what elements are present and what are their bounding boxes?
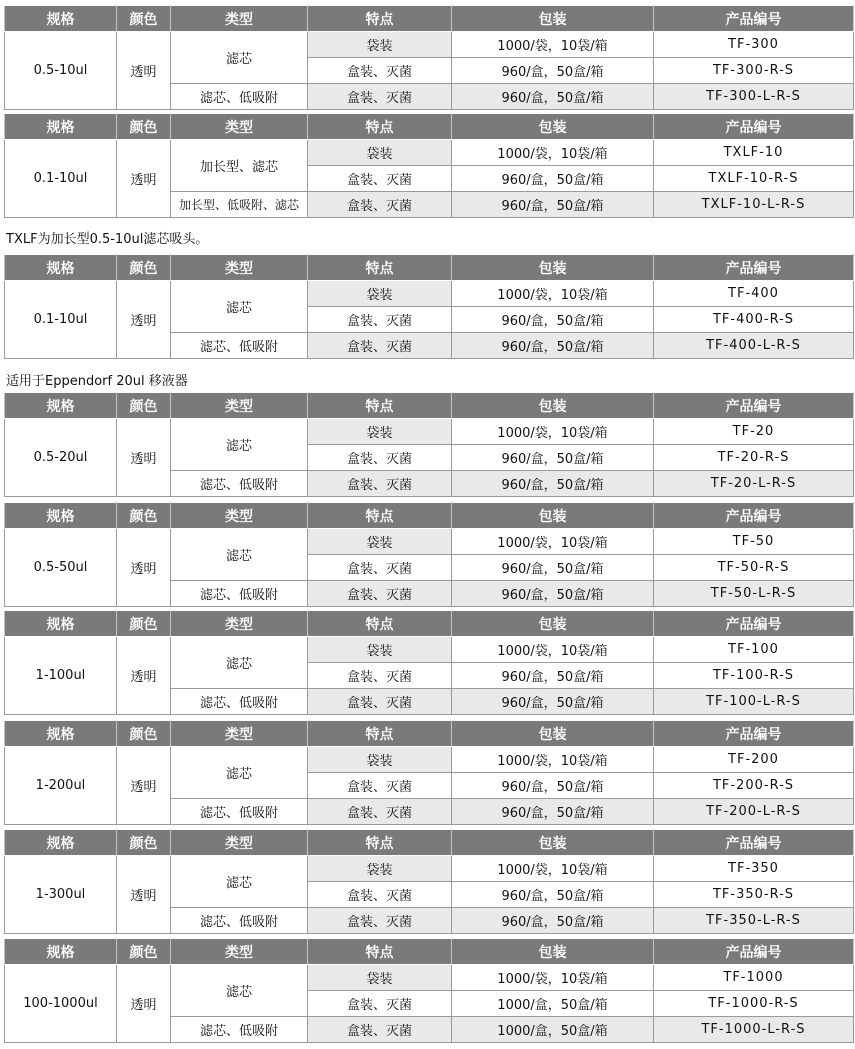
header-code: 产品编号	[654, 721, 854, 747]
spec-cell: 100-1000ul	[5, 965, 117, 1043]
table-header-row	[5, 939, 854, 965]
header-spec: 规格	[5, 6, 117, 32]
table-header-row	[5, 255, 854, 281]
color-cell: 透明	[117, 529, 171, 607]
packing-cell: 960/盒，50盒/箱	[452, 581, 654, 607]
packing-cell: 960/盒，50盒/箱	[452, 773, 654, 799]
note-txlf: TXLF为加长型0.5-10ul滤芯吸头。	[6, 232, 209, 247]
table-row	[5, 529, 854, 555]
header-feature: 特点	[308, 503, 452, 529]
code-cell: TF-350-R-S	[654, 882, 854, 908]
packing-cell: 960/盒，50盒/箱	[452, 307, 654, 333]
spec-table-2	[4, 113, 854, 218]
code-cell: TF-400	[654, 281, 854, 307]
code-cell: TF-1000-R-S	[654, 991, 854, 1017]
header-packing: 包装	[452, 114, 654, 140]
table-header-row	[5, 114, 854, 140]
code-cell: TF-200	[654, 747, 854, 773]
header-feature: 特点	[308, 255, 452, 281]
code-cell: TF-1000-L-R-S	[654, 1017, 854, 1043]
code-cell: TF-300	[654, 32, 854, 58]
type-cell: 滤芯、低吸附	[171, 799, 308, 825]
color-cell: 透明	[117, 140, 171, 218]
code-cell: TF-400-L-R-S	[654, 333, 854, 359]
header-color: 颜色	[117, 255, 171, 281]
header-color: 颜色	[117, 114, 171, 140]
spec-cell: 0.5-20ul	[5, 419, 117, 497]
feature-cell: 盒装、灭菌	[308, 445, 452, 471]
packing-cell: 1000/袋，10袋/箱	[452, 281, 654, 307]
feature-cell: 盒装、灭菌	[308, 555, 452, 581]
code-cell: TF-50-L-R-S	[654, 581, 854, 607]
header-feature: 特点	[308, 393, 452, 419]
feature-cell: 盒装、灭菌	[308, 908, 452, 934]
header-type: 类型	[171, 6, 308, 32]
color-cell: 透明	[117, 32, 171, 110]
header-color: 颜色	[117, 939, 171, 965]
packing-cell: 960/盒，50盒/箱	[452, 445, 654, 471]
table-row	[5, 32, 854, 58]
packing-cell: 960/盒，50盒/箱	[452, 882, 654, 908]
code-cell: TF-200-R-S	[654, 773, 854, 799]
header-spec: 规格	[5, 255, 117, 281]
header-feature: 特点	[308, 114, 452, 140]
packing-cell: 1000/袋，10袋/箱	[452, 965, 654, 991]
header-spec: 规格	[5, 939, 117, 965]
code-cell: TF-300-R-S	[654, 58, 854, 84]
type-cell: 滤芯、低吸附	[171, 689, 308, 715]
feature-cell: 袋装	[308, 856, 452, 882]
type-cell: 加长型、低吸附、滤芯	[171, 192, 308, 218]
feature-cell: 盒装、灭菌	[308, 581, 452, 607]
feature-cell: 盒装、灭菌	[308, 166, 452, 192]
code-cell: TF-20-L-R-S	[654, 471, 854, 497]
code-cell: TF-50-R-S	[654, 555, 854, 581]
table-row	[5, 965, 854, 991]
spec-cell: 0.5-50ul	[5, 529, 117, 607]
header-color: 颜色	[117, 830, 171, 856]
packing-cell: 1000/袋，10袋/箱	[452, 419, 654, 445]
header-code: 产品编号	[654, 114, 854, 140]
table-header-row	[5, 393, 854, 419]
packing-cell: 960/盒，50盒/箱	[452, 471, 654, 497]
feature-cell: 盒装、灭菌	[308, 471, 452, 497]
header-color: 颜色	[117, 503, 171, 529]
header-color: 颜色	[117, 611, 171, 637]
header-color: 颜色	[117, 393, 171, 419]
header-type: 类型	[171, 721, 308, 747]
code-cell: TXLF-10-L-R-S	[654, 192, 854, 218]
header-packing: 包装	[452, 721, 654, 747]
header-code: 产品编号	[654, 255, 854, 281]
packing-cell: 1000/袋，10袋/箱	[452, 529, 654, 555]
header-spec: 规格	[5, 503, 117, 529]
code-cell: TF-100-R-S	[654, 663, 854, 689]
header-feature: 特点	[308, 611, 452, 637]
code-cell: TF-100	[654, 637, 854, 663]
packing-cell: 960/盒，50盒/箱	[452, 333, 654, 359]
table-header-row	[5, 6, 854, 32]
feature-cell: 盒装、灭菌	[308, 799, 452, 825]
header-color: 颜色	[117, 721, 171, 747]
packing-cell: 960/盒，50盒/箱	[452, 84, 654, 110]
header-packing: 包装	[452, 503, 654, 529]
code-cell: TF-20	[654, 419, 854, 445]
header-type: 类型	[171, 939, 308, 965]
type-cell: 滤芯	[171, 747, 308, 799]
code-cell: TF-100-L-R-S	[654, 689, 854, 715]
feature-cell: 盒装、灭菌	[308, 1017, 452, 1043]
spec-table-3	[4, 254, 854, 359]
feature-cell: 盒装、灭菌	[308, 192, 452, 218]
header-type: 类型	[171, 611, 308, 637]
type-cell: 滤芯、低吸附	[171, 84, 308, 110]
header-type: 类型	[171, 393, 308, 419]
header-packing: 包装	[452, 611, 654, 637]
packing-cell: 960/盒，50盒/箱	[452, 58, 654, 84]
packing-cell: 1000/袋，10袋/箱	[452, 747, 654, 773]
code-cell: TF-350	[654, 856, 854, 882]
header-code: 产品编号	[654, 830, 854, 856]
code-cell: TF-20-R-S	[654, 445, 854, 471]
spec-table-8	[4, 829, 854, 934]
color-cell: 透明	[117, 856, 171, 934]
spec-table-7	[4, 720, 854, 825]
header-type: 类型	[171, 503, 308, 529]
spec-cell: 1-200ul	[5, 747, 117, 825]
feature-cell: 盒装、灭菌	[308, 991, 452, 1017]
packing-cell: 1000/袋，10袋/箱	[452, 32, 654, 58]
code-cell: TF-300-L-R-S	[654, 84, 854, 110]
spec-table-4	[4, 392, 854, 497]
code-cell: TXLF-10-R-S	[654, 166, 854, 192]
spec-cell: 1-300ul	[5, 856, 117, 934]
feature-cell: 袋装	[308, 32, 452, 58]
header-spec: 规格	[5, 393, 117, 419]
type-cell: 滤芯	[171, 419, 308, 471]
packing-cell: 1000/袋，10袋/箱	[452, 856, 654, 882]
color-cell: 透明	[117, 965, 171, 1043]
packing-cell: 1000/盒，50盒/箱	[452, 991, 654, 1017]
feature-cell: 袋装	[308, 281, 452, 307]
feature-cell: 盒装、灭菌	[308, 307, 452, 333]
header-feature: 特点	[308, 721, 452, 747]
feature-cell: 袋装	[308, 965, 452, 991]
header-type: 类型	[171, 255, 308, 281]
feature-cell: 盒装、灭菌	[308, 882, 452, 908]
table-header-row	[5, 611, 854, 637]
header-color: 颜色	[117, 6, 171, 32]
type-cell: 滤芯、低吸附	[171, 471, 308, 497]
header-spec: 规格	[5, 114, 117, 140]
header-feature: 特点	[308, 830, 452, 856]
spec-table-9	[4, 938, 854, 1043]
code-cell: TF-50	[654, 529, 854, 555]
type-cell: 滤芯	[171, 529, 308, 581]
header-spec: 规格	[5, 611, 117, 637]
spec-cell: 0.5-10ul	[5, 32, 117, 110]
header-type: 类型	[171, 114, 308, 140]
packing-cell: 1000/盒，50盒/箱	[452, 1017, 654, 1043]
type-cell: 滤芯、低吸附	[171, 581, 308, 607]
spec-table-1	[4, 5, 854, 110]
table-header-row	[5, 830, 854, 856]
packing-cell: 960/盒，50盒/箱	[452, 192, 654, 218]
header-code: 产品编号	[654, 503, 854, 529]
header-code: 产品编号	[654, 393, 854, 419]
packing-cell: 960/盒，50盒/箱	[452, 166, 654, 192]
color-cell: 透明	[117, 419, 171, 497]
type-cell: 滤芯	[171, 965, 308, 1017]
type-cell: 滤芯、低吸附	[171, 908, 308, 934]
type-cell: 滤芯	[171, 32, 308, 84]
table-row	[5, 637, 854, 663]
color-cell: 透明	[117, 281, 171, 359]
table-row	[5, 747, 854, 773]
feature-cell: 盒装、灭菌	[308, 84, 452, 110]
packing-cell: 960/盒，50盒/箱	[452, 555, 654, 581]
header-packing: 包装	[452, 830, 654, 856]
feature-cell: 盒装、灭菌	[308, 663, 452, 689]
spec-table-5	[4, 502, 854, 607]
code-cell: TF-1000	[654, 965, 854, 991]
feature-cell: 盒装、灭菌	[308, 333, 452, 359]
table-row	[5, 281, 854, 307]
feature-cell: 盒装、灭菌	[308, 689, 452, 715]
packing-cell: 960/盒，50盒/箱	[452, 908, 654, 934]
header-packing: 包装	[452, 393, 654, 419]
spec-cell: 0.1-10ul	[5, 140, 117, 218]
type-cell: 滤芯	[171, 856, 308, 908]
table-row	[5, 419, 854, 445]
code-cell: TF-400-R-S	[654, 307, 854, 333]
header-spec: 规格	[5, 721, 117, 747]
color-cell: 透明	[117, 637, 171, 715]
packing-cell: 960/盒，50盒/箱	[452, 663, 654, 689]
feature-cell: 袋装	[308, 140, 452, 166]
table-header-row	[5, 503, 854, 529]
table-header-row	[5, 721, 854, 747]
feature-cell: 袋装	[308, 637, 452, 663]
header-code: 产品编号	[654, 611, 854, 637]
packing-cell: 1000/袋，10袋/箱	[452, 140, 654, 166]
note-eppendorf: 适用于Eppendorf 20ul 移液器	[6, 374, 188, 389]
header-code: 产品编号	[654, 6, 854, 32]
type-cell: 滤芯、低吸附	[171, 1017, 308, 1043]
type-cell: 滤芯、低吸附	[171, 333, 308, 359]
spec-table-6	[4, 610, 854, 715]
table-row	[5, 140, 854, 166]
type-cell: 加长型、滤芯	[171, 140, 308, 192]
header-spec: 规格	[5, 830, 117, 856]
header-code: 产品编号	[654, 939, 854, 965]
code-cell: TF-350-L-R-S	[654, 908, 854, 934]
table-row	[5, 856, 854, 882]
packing-cell: 960/盒，50盒/箱	[452, 689, 654, 715]
packing-cell: 1000/袋，10袋/箱	[452, 637, 654, 663]
type-cell: 滤芯	[171, 281, 308, 333]
code-cell: TXLF-10	[654, 140, 854, 166]
feature-cell: 盒装、灭菌	[308, 58, 452, 84]
header-packing: 包装	[452, 939, 654, 965]
spec-cell: 1-100ul	[5, 637, 117, 715]
spec-cell: 0.1-10ul	[5, 281, 117, 359]
feature-cell: 盒装、灭菌	[308, 773, 452, 799]
feature-cell: 袋装	[308, 419, 452, 445]
color-cell: 透明	[117, 747, 171, 825]
code-cell: TF-200-L-R-S	[654, 799, 854, 825]
packing-cell: 960/盒，50盒/箱	[452, 799, 654, 825]
feature-cell: 袋装	[308, 747, 452, 773]
header-packing: 包装	[452, 6, 654, 32]
header-packing: 包装	[452, 255, 654, 281]
header-type: 类型	[171, 830, 308, 856]
feature-cell: 袋装	[308, 529, 452, 555]
header-feature: 特点	[308, 6, 452, 32]
header-feature: 特点	[308, 939, 452, 965]
type-cell: 滤芯	[171, 637, 308, 689]
